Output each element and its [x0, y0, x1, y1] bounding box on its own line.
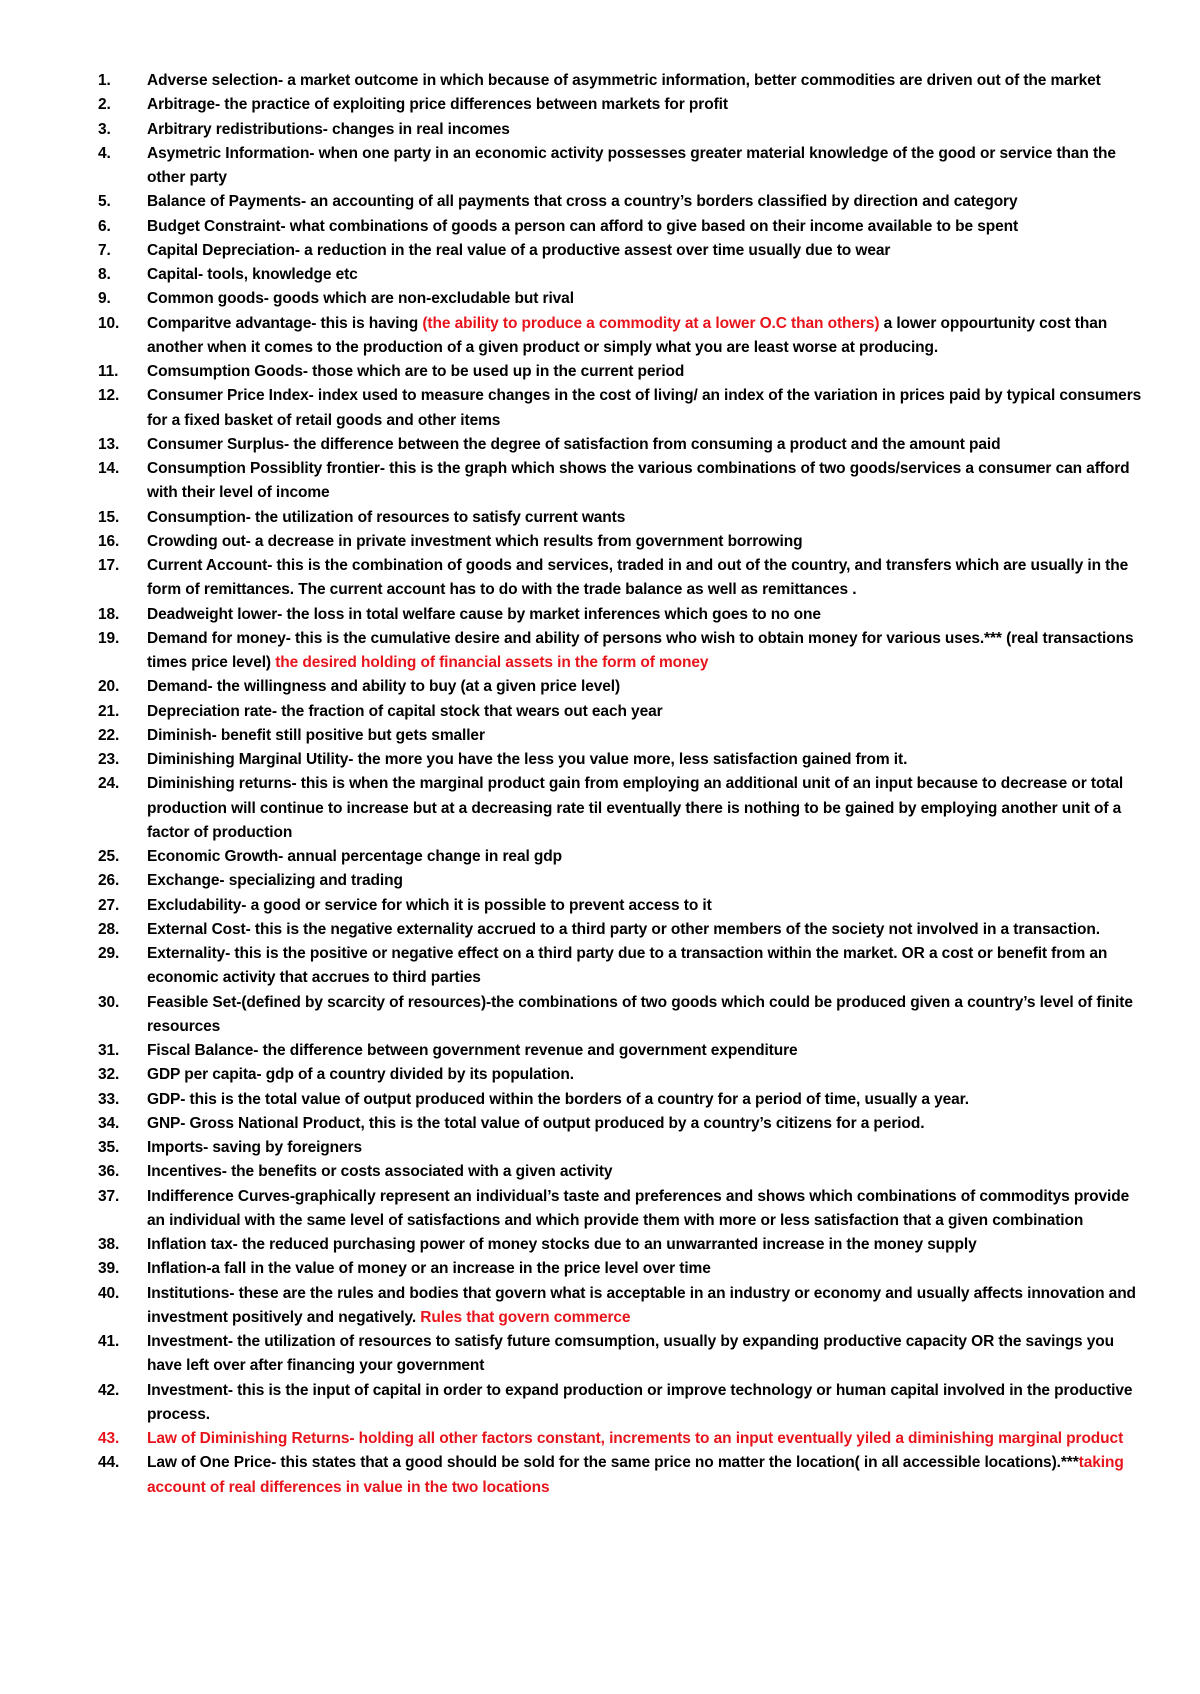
definition-text: Inflation tax- the reduced purchasing power of money stocks due to an unwarranted increase in the money supply: [147, 1236, 977, 1253]
list-item: [0, 142, 1200, 191]
list-item: [0, 506, 1200, 530]
definition-text: Diminishing Marginal Utility- the more you have the less you value more, less satisfaction gained from it.: [147, 751, 908, 768]
list-item: [0, 239, 1200, 263]
list-item: [0, 724, 1200, 748]
highlighted-text: Law of Diminishing Returns- holding all other factors constant, increments to an input eventually yiled a diminishing marginal product: [147, 1430, 1124, 1447]
definition-text: Consumer Price Index- index used to measure changes in the cost of living/ an index of the variation in prices paid by typical consumers for a fixed basket of retail goods and other items: [147, 387, 1142, 429]
definition-text: Imports- saving by foreigners: [147, 1139, 363, 1156]
list-item: [0, 845, 1200, 869]
list-item-number: 27.: [98, 896, 120, 914]
list-item: [0, 1282, 1200, 1331]
list-item: [0, 1257, 1200, 1281]
list-item-number: 25.: [98, 848, 120, 865]
list-item-number: 21.: [98, 702, 120, 720]
highlighted-text: taking account of real differences in value in the two locations: [147, 1454, 1124, 1496]
list-item-number: 39.: [98, 1260, 120, 1278]
definition-text: Institutions- these are the rules and bodies that govern what is acceptable in an industry or economy and usually affects innovation and investment positively and negatively.: [147, 1284, 1136, 1326]
definition-text: Capital- tools, knowledge etc: [147, 266, 358, 283]
list-item-number: 33.: [98, 1090, 120, 1108]
list-item-number: 32.: [98, 1066, 120, 1084]
definition-text: Arbitrary redistributions- changes in real incomes: [147, 120, 510, 138]
list-item-number: 2.: [98, 96, 111, 114]
list-item: [0, 1185, 1200, 1234]
definition-text: Indifference Curves-graphically represent an individual’s taste and preferences and shows which combinations of commoditys provide an individual with the same level of satisfactions and which provide them with more or less satisfaction that a given combination: [147, 1187, 1130, 1229]
list-item-number: 11.: [98, 363, 119, 380]
definition-text: Adverse selection- a market outcome in which because of asymmetric information, better commodities are driven out of the market: [147, 72, 1101, 89]
definition-text: Consumer Surplus- the difference between the degree of satisfaction from consuming a product and the amount paid: [147, 435, 1001, 453]
list-item: [0, 263, 1200, 287]
highlighted-text: (the ability to produce a commodity at a lower O.C than others): [422, 314, 880, 332]
definition-text: Comsumption Goods- those which are to be used up in the current period: [147, 363, 685, 380]
list-item-number: 10.: [98, 314, 120, 332]
list-item: [0, 312, 1200, 361]
list-item: [0, 118, 1200, 142]
list-item: [0, 869, 1200, 893]
list-item-number: 12.: [98, 387, 120, 405]
list-item: [0, 627, 1200, 676]
list-item-number: 9.: [98, 290, 111, 308]
definition-text: Consumption- the utilization of resources to satisfy current wants: [147, 508, 626, 526]
definition-text: Asymetric Information- when one party in an economic activity possesses greater material knowledge of the good or service than the other party: [147, 144, 1116, 186]
definition-text: External Cost- this is the negative externality accrued to a third party or other members of the society not involved in a transaction.: [147, 920, 1100, 938]
definition-text: Budget Constraint- what combinations of goods a person can afford to give based on their income available to be spent: [147, 217, 1019, 235]
list-item: [0, 1451, 1200, 1500]
definition-text: GDP- this is the total value of output produced within the borders of a country for a period of time, usually a year.: [147, 1090, 969, 1108]
definition-text: Common goods- goods which are non-excludable but rival: [147, 290, 574, 308]
list-item-number: 40.: [98, 1284, 120, 1302]
list-item-number: 1.: [98, 72, 111, 89]
list-item: [0, 457, 1200, 506]
definition-text: Crowding out- a decrease in private investment which results from government borrowing: [147, 532, 803, 550]
list-item-number: 28.: [98, 920, 120, 938]
list-item: [0, 1088, 1200, 1112]
highlighted-text: Rules that govern commerce: [420, 1308, 631, 1326]
list-item-number: 4.: [98, 144, 111, 162]
list-item: [0, 433, 1200, 457]
definition-text: Investment- the utilization of resources to satisfy future comsumption, usually by expanding productive capacity OR the savings you have left over after financing your government: [147, 1333, 1115, 1375]
list-item-number: 34.: [98, 1114, 120, 1132]
list-item-number: 35.: [98, 1139, 120, 1156]
list-item: [0, 215, 1200, 239]
list-item: [0, 1330, 1200, 1379]
definition-text: Consumption Possiblity frontier- this is the graph which shows the various combinations of two goods/services a consumer can afford with their level of income: [147, 460, 1130, 502]
list-item-number: 38.: [98, 1236, 120, 1253]
definition-text: Inflation-a fall in the value of money or an increase in the price level over time: [147, 1260, 711, 1278]
list-item: [0, 1063, 1200, 1087]
definition-text: Arbitrage- the practice of exploiting price differences between markets for profit: [147, 96, 728, 114]
definition-text: Balance of Payments- an accounting of all payments that cross a country’s borders classified by direction and category: [147, 193, 1018, 211]
list-item: [0, 1427, 1200, 1451]
list-item-number: 30.: [98, 993, 120, 1011]
list-item-number: 8.: [98, 266, 111, 283]
definition-text: Comparitve advantage- this is having: [147, 314, 423, 332]
definition-text: Diminish- benefit still positive but gets smaller: [147, 726, 485, 744]
highlighted-text: the desired holding of financial assets in the form of money: [275, 654, 709, 671]
definition-text: Externality- this is the positive or negative effect on a third party due to a transaction within the market. OR a cost or benefit from an economic activity that accrues to third parties: [147, 945, 1108, 987]
definition-text: Excludability- a good or service for which it is possible to prevent access to it: [147, 896, 712, 914]
definition-text: Demand- the willingness and ability to buy (at a given price level): [147, 678, 621, 696]
definition-text: GDP per capita- gdp of a country divided by its population.: [147, 1066, 574, 1084]
list-item-number: 31.: [98, 1042, 120, 1059]
list-item: [0, 1379, 1200, 1428]
list-item: [0, 190, 1200, 214]
list-item-number: 3.: [98, 120, 111, 138]
definition-text: Law of One Price- this states that a good should be sold for the same price no matter the location( in all accessible locations).***: [147, 1454, 1079, 1472]
list-item-number: 42.: [98, 1381, 120, 1399]
list-item: [0, 554, 1200, 603]
list-item-number: 22.: [98, 726, 120, 744]
list-item-number: 26.: [98, 872, 120, 890]
list-item: [0, 384, 1200, 433]
list-item-number: 6.: [98, 217, 111, 235]
list-item-number: 37.: [98, 1187, 120, 1205]
list-item: [0, 894, 1200, 918]
definition-text: Diminishing returns- this is when the marginal product gain from employing an additional unit of an input because to decrease or total production will continue to increase but at a decreasing rate til eventually there is nothing to be gained by employing another unit of a factor of production: [147, 775, 1124, 841]
list-item-number: 7.: [98, 241, 111, 259]
list-item: [0, 918, 1200, 942]
list-item: [0, 1233, 1200, 1257]
list-item-number: 16.: [98, 532, 120, 550]
list-item-number: 24.: [98, 775, 120, 793]
definition-text: Current Account- this is the combination of goods and services, traded in and out of the country, and transfers which are usually in the form of remittances. The current account has to do with the trade balance as well as remittances .: [147, 557, 1129, 599]
definition-text: Exchange- specializing and trading: [147, 872, 403, 890]
glossary-list: [0, 69, 1200, 1500]
definition-text: Feasible Set-(defined by scarcity of resources)-the combinations of two goods which could be produced given a country’s level of finite resources: [147, 993, 1133, 1035]
definition-text: Economic Growth- annual percentage change in real gdp: [147, 848, 562, 865]
list-item: [0, 748, 1200, 772]
list-item: [0, 675, 1200, 699]
list-item-number: 18.: [98, 605, 120, 623]
list-item-number: 5.: [98, 193, 111, 211]
list-item-number: 19.: [98, 629, 120, 647]
list-item: [0, 1160, 1200, 1184]
definition-text: GNP- Gross National Product, this is the total value of output produced by a country’s citizens for a period.: [147, 1114, 925, 1132]
list-item-number: 20.: [98, 678, 120, 696]
list-item-number: 23.: [98, 751, 120, 768]
definition-text: Deadweight lower- the loss in total welfare cause by market inferences which goes to no one: [147, 605, 821, 623]
definition-text: Demand for money- this is the cumulative desire and ability of persons who wish to obtain money for various uses.*** (real transactions times price level): [147, 629, 1134, 671]
list-item: [0, 530, 1200, 554]
list-item-number: 44.: [98, 1454, 120, 1472]
list-item-number: 29.: [98, 945, 120, 962]
definition-text: Investment- this is the input of capital in order to expand production or improve technology or human capital involved in the productive process.: [147, 1381, 1133, 1423]
list-item: [0, 603, 1200, 627]
list-item: [0, 1136, 1200, 1160]
list-item: [0, 991, 1200, 1040]
definition-text: Incentives- the benefits or costs associated with a given activity: [147, 1163, 613, 1181]
list-item: [0, 287, 1200, 311]
list-item: [0, 772, 1200, 845]
list-item-number: 43.: [98, 1430, 120, 1447]
definition-text: a lower oppourtunity cost than another when it comes to the production of a given product or simply what you are least worse at producing.: [147, 314, 1108, 356]
list-item-number: 15.: [98, 508, 120, 526]
list-item-number: 14.: [98, 460, 120, 477]
definition-text: Capital Depreciation- a reduction in the real value of a productive assest over time usually due to wear: [147, 241, 891, 259]
list-item: [0, 942, 1200, 991]
list-item-number: 36.: [98, 1163, 120, 1181]
list-item: [0, 700, 1200, 724]
list-item-number: 41.: [98, 1333, 120, 1350]
definition-text: Depreciation rate- the fraction of capital stock that wears out each year: [147, 702, 663, 720]
list-item: [0, 1112, 1200, 1136]
list-item: [0, 1039, 1200, 1063]
list-item: [0, 360, 1200, 384]
list-item: [0, 69, 1200, 93]
list-item-number: 13.: [98, 435, 120, 453]
list-item-number: 17.: [98, 557, 120, 574]
list-item: [0, 93, 1200, 117]
definition-text: Fiscal Balance- the difference between government revenue and government expenditure: [147, 1042, 798, 1059]
